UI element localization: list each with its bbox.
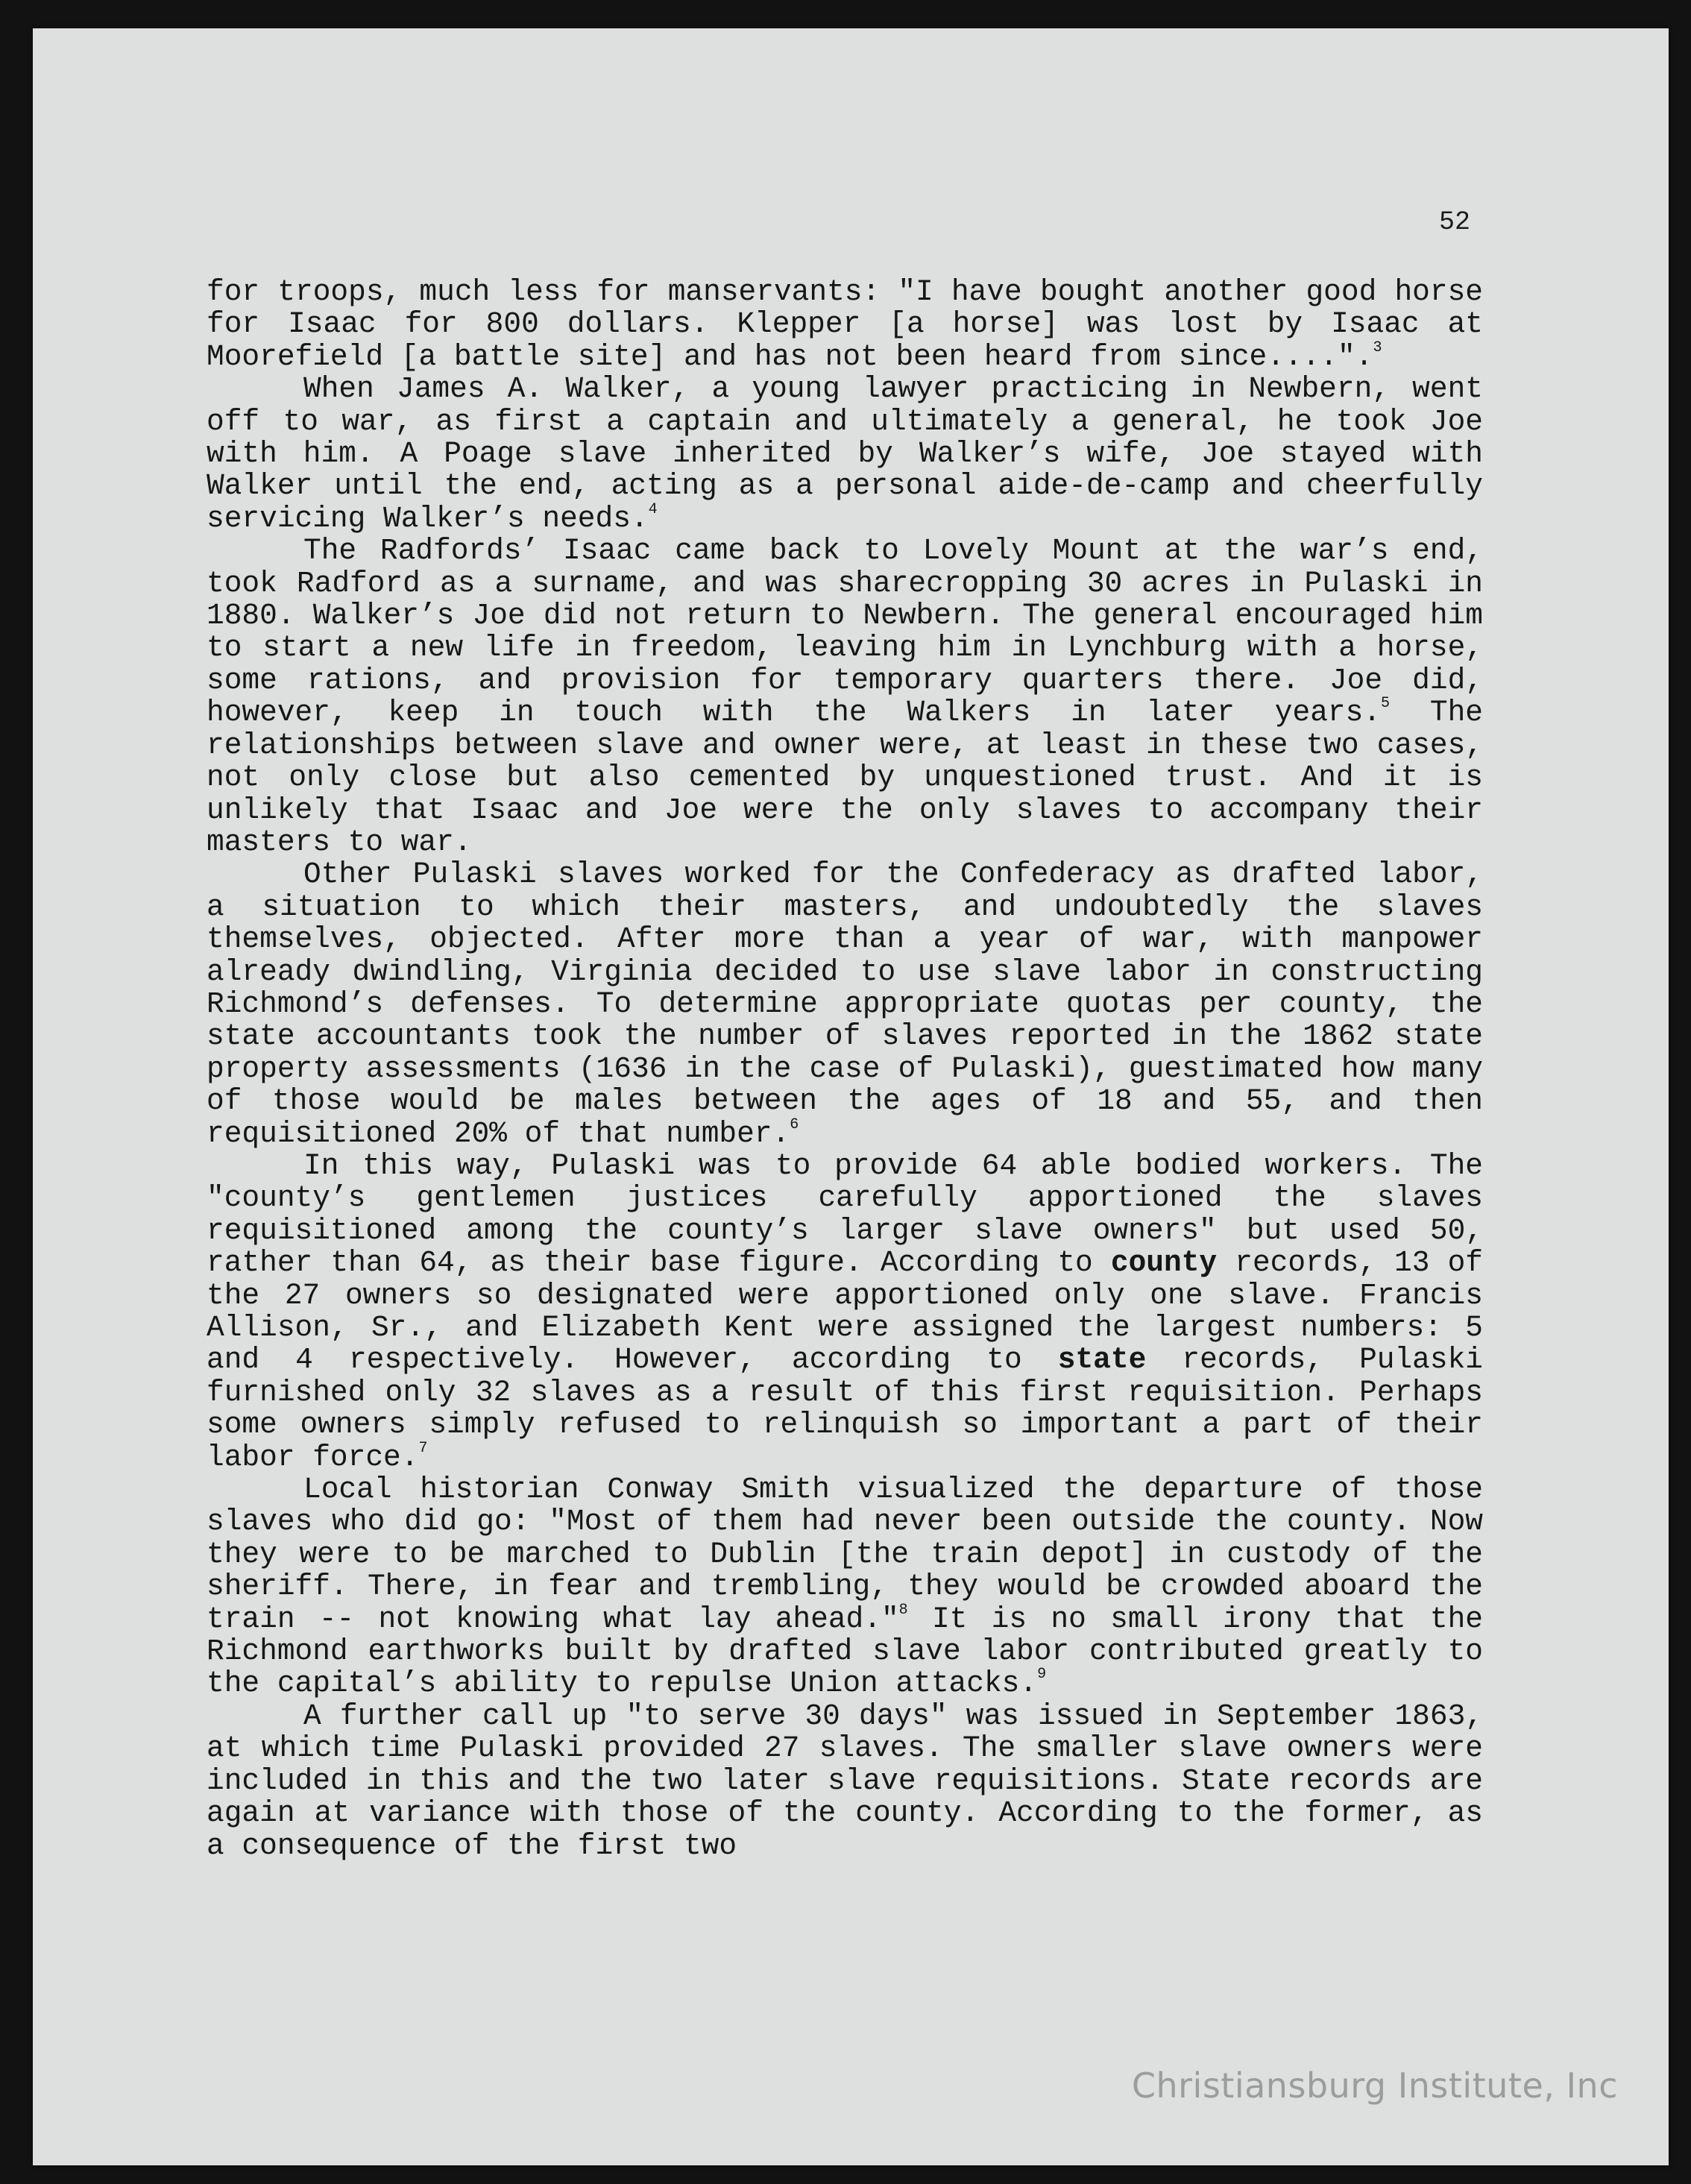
paragraph-text: for troops, much less for manservants: "I have bought another good horse for Isaac for 800 dollars. Klepper [a horse] was lost by Isaac at Moorefield [a battle site] and has not been heard from since....". bbox=[207, 275, 1483, 374]
paragraph-7 bbox=[207, 1700, 1483, 1862]
paragraph-4 bbox=[207, 858, 1483, 1150]
paragraph-text: Other Pulaski slaves worked for the Confederacy as drafted labor, a situation to which their masters, and undoubtedly the slaves themselves, objected. After more than a year of war, with manpower already dwindling, Virginia decided to use slave labor in constructing Richmond’s defenses. To determine appropriate quotas per county, the state accountants took the number of slaves reported in the 1862 state property assessments (1636 in the case of Pulaski), guestimated how many of those would be males between the ages of 18 and 55, and then requisitioned 20% of that number. bbox=[207, 857, 1483, 1151]
paragraph-text: A further call up "to serve 30 days" was issued in September 1863, at which time Pulaski provided 27 slaves. The smaller slave owners were included in this and the two later slave requisitions. State records are again at variance with those of the county. According to the former, as a consequence of the first two bbox=[207, 1699, 1483, 1863]
footnote-marker: 3 bbox=[1373, 339, 1382, 356]
paragraph-5 bbox=[207, 1150, 1483, 1473]
footnote-marker: 8 bbox=[898, 1601, 908, 1619]
paragraph-text: Local historian Conway Smith visualized the departure of those slaves who did go: "Most of them had never been outside the county. Now they were to be marched to Dublin [the train depot] in custody of the sheriff. There, in fear and trembling, they would be crowded aboard the train -- not knowing what lay ahead." bbox=[207, 1473, 1483, 1636]
footnote-marker: 7 bbox=[418, 1439, 428, 1457]
paragraph-3 bbox=[207, 535, 1483, 858]
paragraph-2 bbox=[207, 373, 1483, 535]
paragraph-text: records, Pulaski furnished only 32 slaves as a result of this first requisition. Perhaps some owners simply refused to relinquish so important a part of their labor force. bbox=[207, 1343, 1483, 1474]
paragraph-text: records, 13 of the 27 owners so designated were apportioned only one slave. Francis Allison, Sr., and Elizabeth Kent were assigned the largest numbers: 5 and 4 respectively. However, according to bbox=[207, 1246, 1483, 1377]
paragraph-text: The Radfords’ Isaac came back to Lovely Mount at the war’s end, took Radford as a surname, and was sharecropping 30 acres in Pulaski in 1880. Walker’s Joe did not return to Newbern. The general encouraged him to start a new life in freedom, leaving him in Lynchburg with a horse, some rations, and provision for temporary quarters there. Joe did, however, keep in touch with the Walkers in later years. bbox=[207, 534, 1483, 730]
page-number: 52 bbox=[1439, 207, 1471, 237]
paragraph-1 bbox=[207, 276, 1483, 373]
footnote-marker: 6 bbox=[790, 1115, 799, 1133]
paragraph-text: The relationships between slave and owner were, at least in these two cases, not only close but also cemented by unquestioned trust. And it is unlikely that Isaac and Joe were the only slaves to accompany their masters to war. bbox=[207, 696, 1483, 859]
paragraph-text: It is no small irony that the Richmond earthworks built by drafted slave labor contributed greatly to the capital’s ability to repulse Union attacks. bbox=[207, 1602, 1483, 1701]
footnote-marker: 9 bbox=[1037, 1666, 1047, 1684]
paragraph-6 bbox=[207, 1473, 1483, 1700]
emphasized-word: county bbox=[1110, 1246, 1218, 1280]
footnote-marker: 5 bbox=[1381, 695, 1391, 713]
footnote-marker: 4 bbox=[648, 500, 658, 518]
emphasized-word: state bbox=[1057, 1343, 1147, 1377]
paragraph-text: When James A. Walker, a young lawyer practicing in Newbern, went off to war, as first a captain and ultimately a general, he took Joe with him. A Poage slave inherited by Walker’s wife, Joe stayed with Walker until the end, acting as a personal aide-de-camp and cheerfully servicing Walker’s needs. bbox=[207, 372, 1483, 535]
paragraph-text: In this way, Pulaski was to provide 64 able bodied workers. The "county’s gentlemen justices carefully apportioned the slaves requisitioned among the county’s larger slave owners" but used 50, rather than 64, as their base figure. According to bbox=[207, 1148, 1483, 1280]
body-text bbox=[207, 276, 1483, 1862]
watermark-text: Christiansburg Institute, Inc bbox=[1131, 2065, 1618, 2106]
